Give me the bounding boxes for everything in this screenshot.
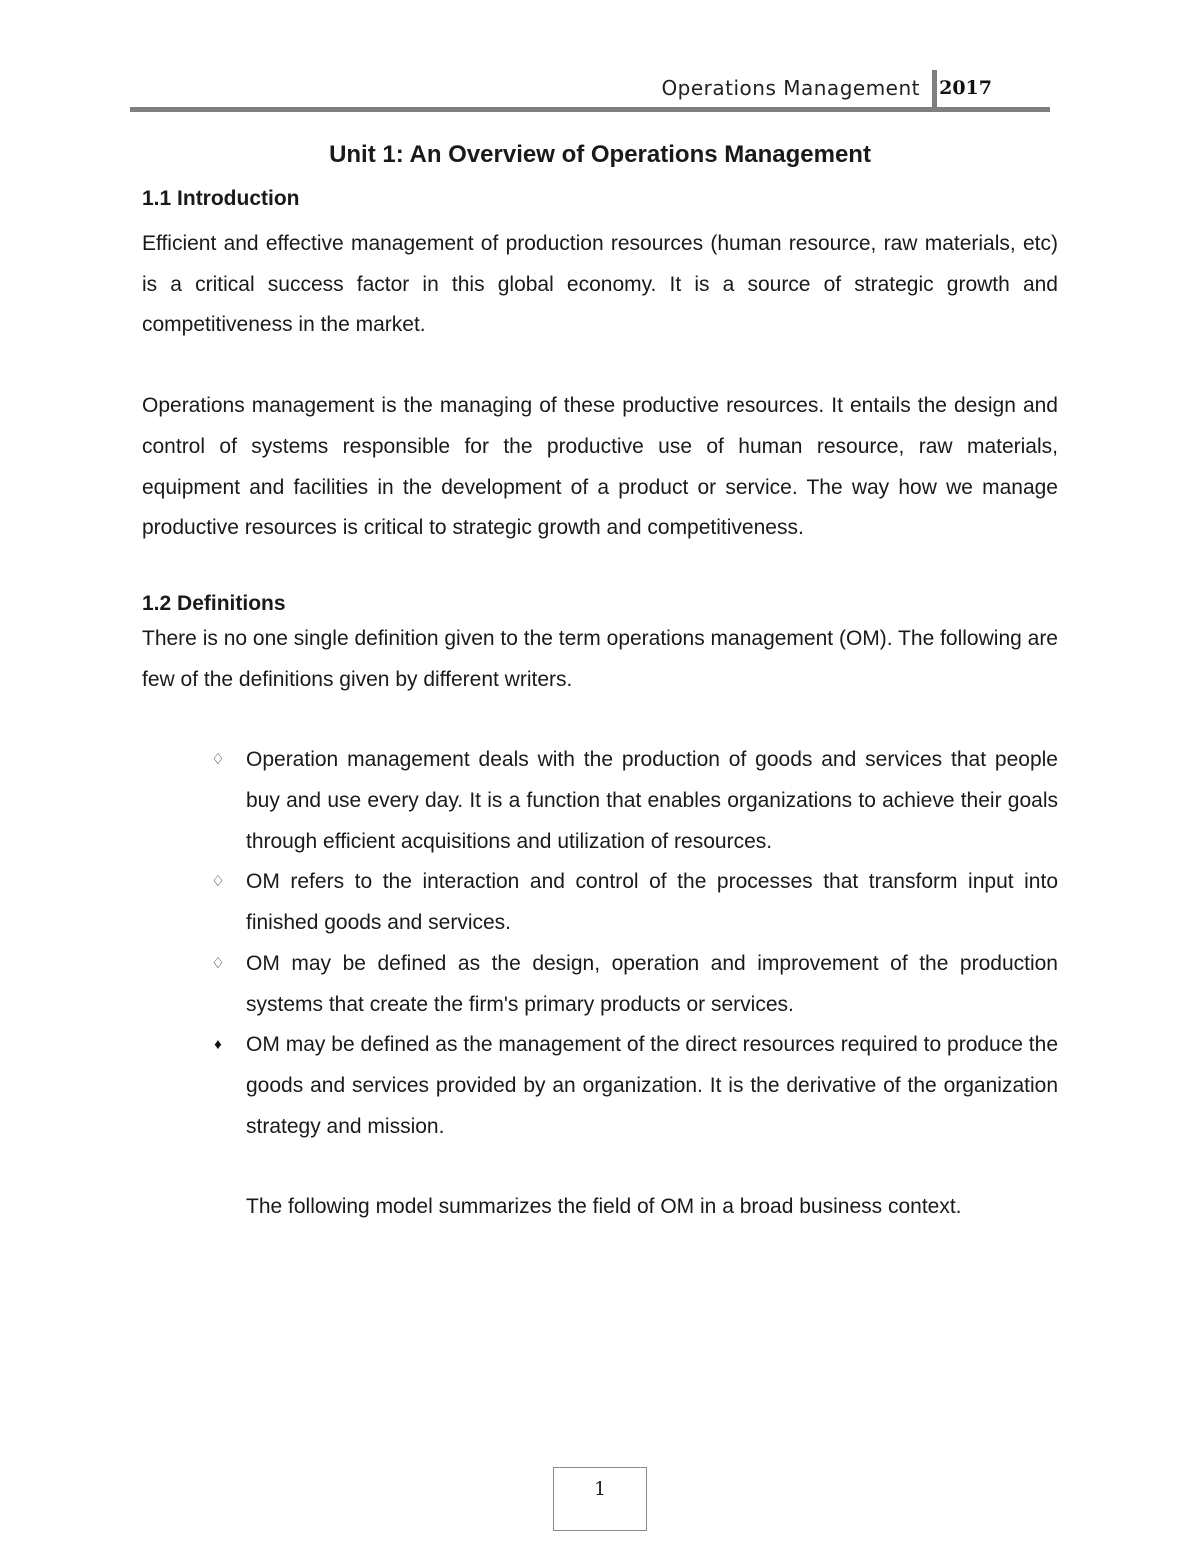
definitions-intro: There is no one single definition given to the term operations management (OM). The following are few of the definitions given by different writers. (142, 626, 1058, 691)
list-item (211, 862, 1058, 943)
list-item (211, 740, 1058, 862)
list-item-text: Operation management deals with the production of goods and services that people buy and use every day. It is a function that enables organizations to achieve their goals through efficient acquisitions and utilization of resources. (246, 748, 1058, 853)
page-header (130, 70, 1050, 112)
diamond-filled-icon: ♦ (214, 1035, 222, 1053)
list-item-text: OM may be defined as the management of the direct resources required to produce the goods and services provided by an organization. It is the derivative of the organization strategy and mission. (246, 1033, 1058, 1138)
list-item-text: OM refers to the interaction and control of the processes that transform input into finished goods and services. (246, 870, 1058, 935)
diamond-outline-icon: ♢ (211, 954, 225, 972)
list-item-text: OM may be defined as the design, operation and improvement of the production systems that create the firm's primary products or services. (246, 951, 1058, 1016)
list-item (211, 944, 1058, 1025)
diamond-outline-icon: ♢ (211, 750, 225, 768)
paragraph: Efficient and effective management of production resources (human resource, raw materials, etc) is a critical success factor in this global economy. It is a source of strategic growth and competitiveness in the market. (142, 232, 1058, 337)
header-title: Operations Management (661, 76, 920, 100)
header-year: 2017 (939, 77, 992, 99)
paragraph: Operations management is the managing of these productive resources. It entails the design and control of systems responsible for the productive use of human resource, raw materials, equipment and facilities in the development of a product or service. The way how we manage productive resources is critical to strategic growth and competitiveness. (142, 394, 1058, 540)
diamond-outline-icon: ♢ (211, 873, 225, 891)
document-body (142, 140, 1058, 1228)
closing-sentence: The following model summarizes the field of OM in a broad business context. (246, 1195, 962, 1219)
introduction-heading-text: 1.1 Introduction (142, 187, 300, 210)
definitions-heading-text: Definitions (177, 591, 286, 615)
section-heading-definitions (142, 589, 1058, 619)
header-separator (932, 70, 937, 108)
page-number: 1 (553, 1467, 647, 1531)
list-item (214, 1025, 1058, 1147)
definitions-list (142, 740, 1058, 1147)
unit-title: Unit 1: An Overview of Operations Management (329, 141, 871, 168)
header-rule (130, 107, 1050, 112)
definitions-heading-number: 1.2 (142, 591, 172, 615)
section-heading-introduction (142, 184, 1058, 214)
